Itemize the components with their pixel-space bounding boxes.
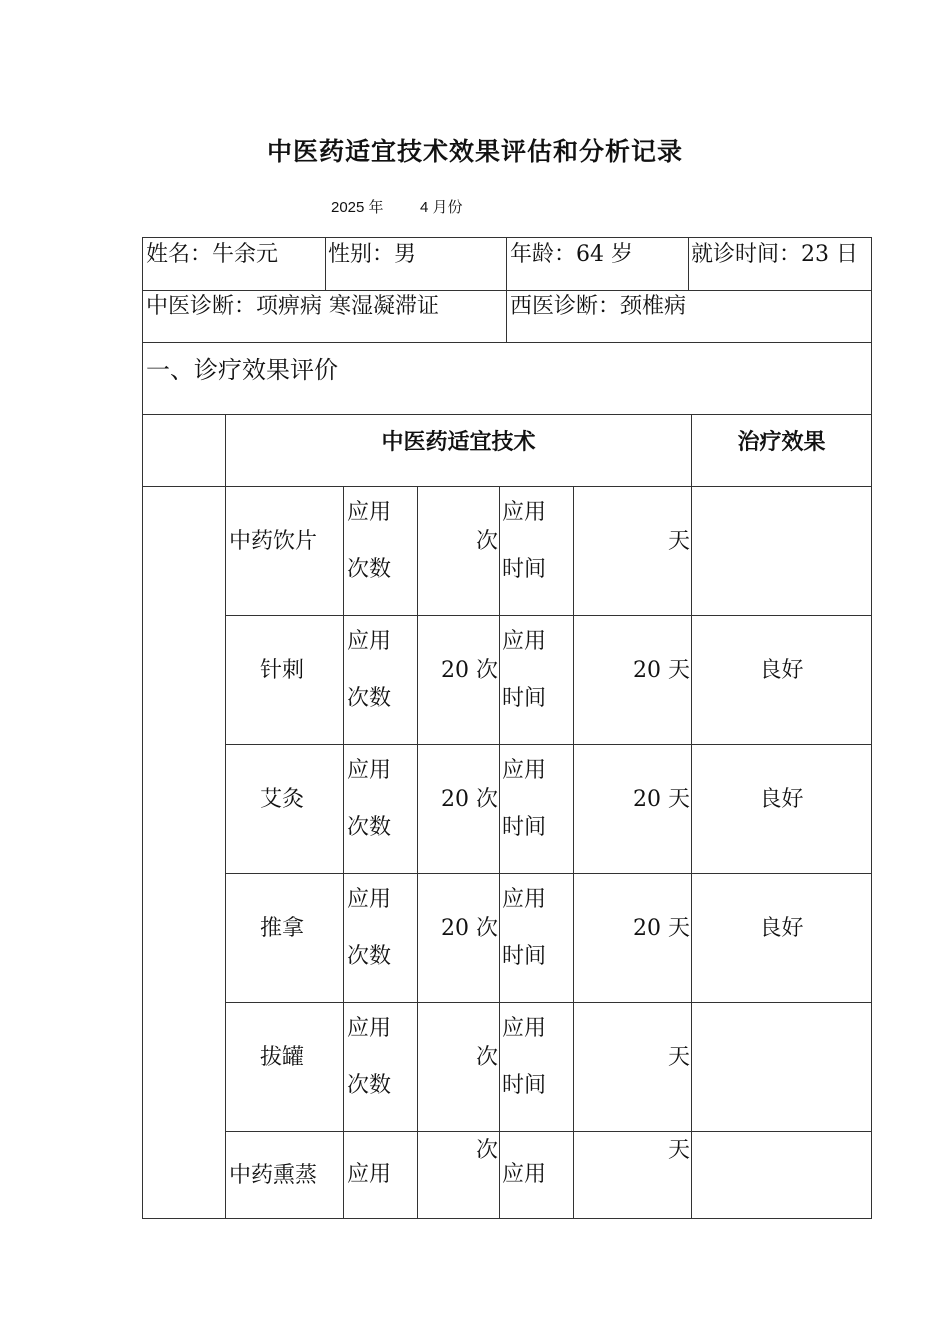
- count-label-line2: 次数: [347, 1073, 392, 1098]
- days-value: 天: [667, 529, 690, 554]
- section-heading: 一、诊疗效果评价: [146, 356, 338, 384]
- western-diagnosis: 西医诊断：颈椎病: [510, 294, 687, 319]
- tcm-diagnosis: 中医诊断：项痹病 寒湿凝滞证: [146, 294, 439, 319]
- count-label-line1: 应用: [347, 887, 392, 912]
- count-label-line1: 应用: [347, 758, 392, 783]
- technique-name: 拔罐: [259, 1045, 304, 1070]
- count-value: 20 次: [441, 658, 498, 683]
- count-label-line1: 应用: [347, 1162, 392, 1187]
- technique-name: 推拿: [259, 916, 304, 941]
- effect-value: 良好: [759, 787, 804, 812]
- count-value: 次: [475, 529, 498, 554]
- time-label-line1: 应用: [502, 500, 547, 525]
- count-label-line1: 应用: [347, 500, 392, 525]
- time-label-line1: 应用: [502, 887, 547, 912]
- effect-header: 治疗效果: [737, 429, 826, 455]
- patient-gender: 性别：男: [328, 242, 417, 267]
- count-value: 20 次: [441, 916, 498, 941]
- time-label-line1: 应用: [502, 1016, 547, 1041]
- technique-name: 中药饮片: [229, 529, 318, 554]
- count-label-line1: 应用: [347, 629, 392, 654]
- count-value: 次: [475, 1138, 498, 1163]
- time-label-line2: 时间: [502, 815, 547, 840]
- technique-name: 艾灸: [259, 787, 304, 812]
- time-label-line2: 时间: [502, 1073, 547, 1098]
- count-label-line1: 应用: [347, 1016, 392, 1041]
- time-label-line2: 时间: [502, 944, 547, 969]
- time-label-line1: 应用: [502, 758, 547, 783]
- count-label-line2: 次数: [347, 557, 392, 582]
- patient-name: 姓名：牛余元: [146, 242, 279, 267]
- count-label-line2: 次数: [347, 815, 392, 840]
- count-label-line2: 次数: [347, 686, 392, 711]
- effect-value: 良好: [759, 916, 804, 941]
- time-label-line1: 应用: [502, 629, 547, 654]
- days-value: 20 天: [633, 787, 690, 812]
- days-value: 天: [667, 1045, 690, 1070]
- time-label-line1: 应用: [502, 1162, 547, 1187]
- days-value: 20 天: [633, 658, 690, 683]
- technique-name: 中药熏蒸: [229, 1163, 318, 1188]
- time-label-line2: 时间: [502, 686, 547, 711]
- technique-name: 针刺: [259, 658, 304, 683]
- count-value: 次: [475, 1045, 498, 1070]
- effect-value: 良好: [759, 658, 804, 683]
- technique-header: 中医药适宜技术: [381, 429, 536, 455]
- days-value: 20 天: [633, 916, 690, 941]
- visit-date: 就诊时间：23 日: [691, 242, 858, 267]
- document-title: 中医药适宜技术效果评估和分析记录: [266, 137, 683, 166]
- patient-age: 年龄：64 岁: [510, 242, 633, 267]
- month-label: 4 月份: [420, 199, 463, 216]
- year-label: 2025 年: [331, 199, 384, 216]
- time-label-line2: 时间: [502, 557, 547, 582]
- count-label-line2: 次数: [347, 944, 392, 969]
- count-value: 20 次: [441, 787, 498, 812]
- days-value: 天: [667, 1138, 690, 1163]
